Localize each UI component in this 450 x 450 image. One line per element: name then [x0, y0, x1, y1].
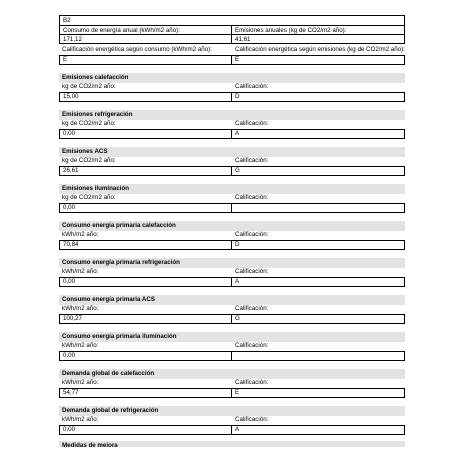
section-labels-row — [59, 305, 405, 315]
calif-consumo-label: Calificación energética según consumo (kWh/m2 año): — [62, 45, 212, 53]
certificate-code: B2 — [59, 15, 405, 25]
energy-certificate-page — [59, 15, 405, 447]
section-labels-row — [59, 342, 405, 352]
section-right-value: A — [232, 277, 405, 287]
section-right-label: Calificación: — [235, 378, 269, 386]
section-block — [59, 258, 405, 287]
section-title: Emisiones iluminación — [59, 184, 405, 194]
annual-values-row — [59, 34, 405, 44]
section-title: Emisiones refrigeración — [59, 110, 405, 120]
section-right-label: Calificación: — [235, 230, 269, 238]
section-labels-row — [59, 194, 405, 204]
code-row — [59, 15, 405, 25]
section-left-value: 100,27 — [59, 314, 232, 324]
section-labels-row — [59, 416, 405, 426]
section-right-value: E — [232, 388, 405, 398]
section-left-label: kWh/m2 año: — [62, 415, 99, 423]
section-right-label: Calificación: — [235, 193, 269, 201]
section-left-value: 0,00 — [59, 203, 232, 213]
section-left-label: kg de CO2/m2 año: — [62, 193, 116, 201]
section-values-row — [59, 388, 405, 398]
section-left-label: kWh/m2 año: — [62, 230, 99, 238]
section-title: Emisiones calefacción — [59, 73, 405, 83]
section-right-value: D — [232, 240, 405, 250]
section-title: Demanda global de refrigeración — [59, 406, 405, 416]
section-labels-row — [59, 379, 405, 389]
section-values-row — [59, 240, 405, 250]
calif-emisiones-label: Calificación energética según emisiones (kg de CO2/m2 año): — [235, 45, 405, 53]
section-block — [59, 332, 405, 361]
section-labels-row — [59, 268, 405, 278]
section-right-label: Calificación: — [235, 304, 269, 312]
section-right-value: A — [232, 129, 405, 139]
section-block — [59, 184, 405, 213]
section-title-medidas: Medidas de mejora — [59, 441, 405, 447]
section-left-value: 0,00 — [59, 351, 232, 361]
section-labels-row — [59, 83, 405, 93]
section-left-value: 0,00 — [59, 129, 232, 139]
section-left-label: kg de CO2/m2 año: — [62, 156, 116, 164]
section-left-value: 70,84 — [59, 240, 232, 250]
calif-emisiones-value: E — [232, 55, 405, 65]
section-labels-row — [59, 157, 405, 167]
section-right-value: A — [232, 425, 405, 435]
section-values-row — [59, 166, 405, 176]
section-labels-row — [59, 120, 405, 130]
section-left-value: 26,61 — [59, 166, 232, 176]
section-left-value: 15,00 — [59, 92, 232, 102]
section-left-label: kWh/m2 año: — [62, 304, 99, 312]
annual-labels-row — [59, 25, 405, 35]
section-right-value: G — [232, 166, 405, 176]
section-right-label: Calificación: — [235, 415, 269, 423]
section-right-label: Calificación: — [235, 156, 269, 164]
section-right-label: Calificación: — [235, 119, 269, 127]
section-values-row — [59, 314, 405, 324]
section-block — [59, 295, 405, 324]
section-block — [59, 110, 405, 139]
section-title: Demanda global de calefacción — [59, 369, 405, 379]
section-values-row — [59, 351, 405, 361]
section-left-label: kg de CO2/m2 año: — [62, 82, 116, 90]
section-right-value: G — [232, 314, 405, 324]
section-right-value: D — [232, 92, 405, 102]
consumo-anual-label: Consumo de energía anual (kWh/m2 año): — [59, 25, 232, 35]
section-left-label: kWh/m2 año: — [62, 267, 99, 275]
section-values-row — [59, 277, 405, 287]
section-values-row — [59, 129, 405, 139]
rating-values-row — [59, 55, 405, 65]
section-left-value: 0,00 — [59, 277, 232, 287]
section-left-value: 54,77 — [59, 388, 232, 398]
section-left-label: kWh/m2 año: — [62, 378, 99, 386]
emisiones-anuales-label: Emisiones anuales (kg de CO2/m2 año): — [232, 25, 405, 35]
section-right-label: Calificación: — [235, 82, 269, 90]
section-block — [59, 147, 405, 176]
section-values-row — [59, 425, 405, 435]
section-right-value — [232, 351, 405, 361]
section-block — [59, 73, 405, 102]
emisiones-anuales-value: 41,61 — [232, 34, 405, 44]
section-left-value: 0,00 — [59, 425, 232, 435]
section-left-label: kWh/m2 año: — [62, 341, 99, 349]
section-block — [59, 369, 405, 398]
section-block — [59, 406, 405, 435]
consumo-anual-value: 171,12 — [59, 34, 232, 44]
section-values-row — [59, 92, 405, 102]
sections-list — [59, 73, 405, 435]
section-right-label: Calificación: — [235, 341, 269, 349]
rating-labels-row — [59, 44, 405, 54]
section-left-label: kg de CO2/m2 año: — [62, 119, 116, 127]
section-labels-row — [59, 231, 405, 241]
section-title: Consumo energía primaria refrigeración — [59, 258, 405, 268]
section-title: Consumo energía primaria ACS — [59, 295, 405, 305]
section-block — [59, 221, 405, 250]
section-title: Emisiones ACS — [59, 147, 405, 157]
calif-consumo-value: E — [59, 55, 232, 65]
section-values-row — [59, 203, 405, 213]
section-title: Consumo energía primaria calefacción — [59, 221, 405, 231]
section-right-label: Calificación: — [235, 267, 269, 275]
section-right-value — [232, 203, 405, 213]
section-title: Consumo energía primaria iluminación — [59, 332, 405, 342]
